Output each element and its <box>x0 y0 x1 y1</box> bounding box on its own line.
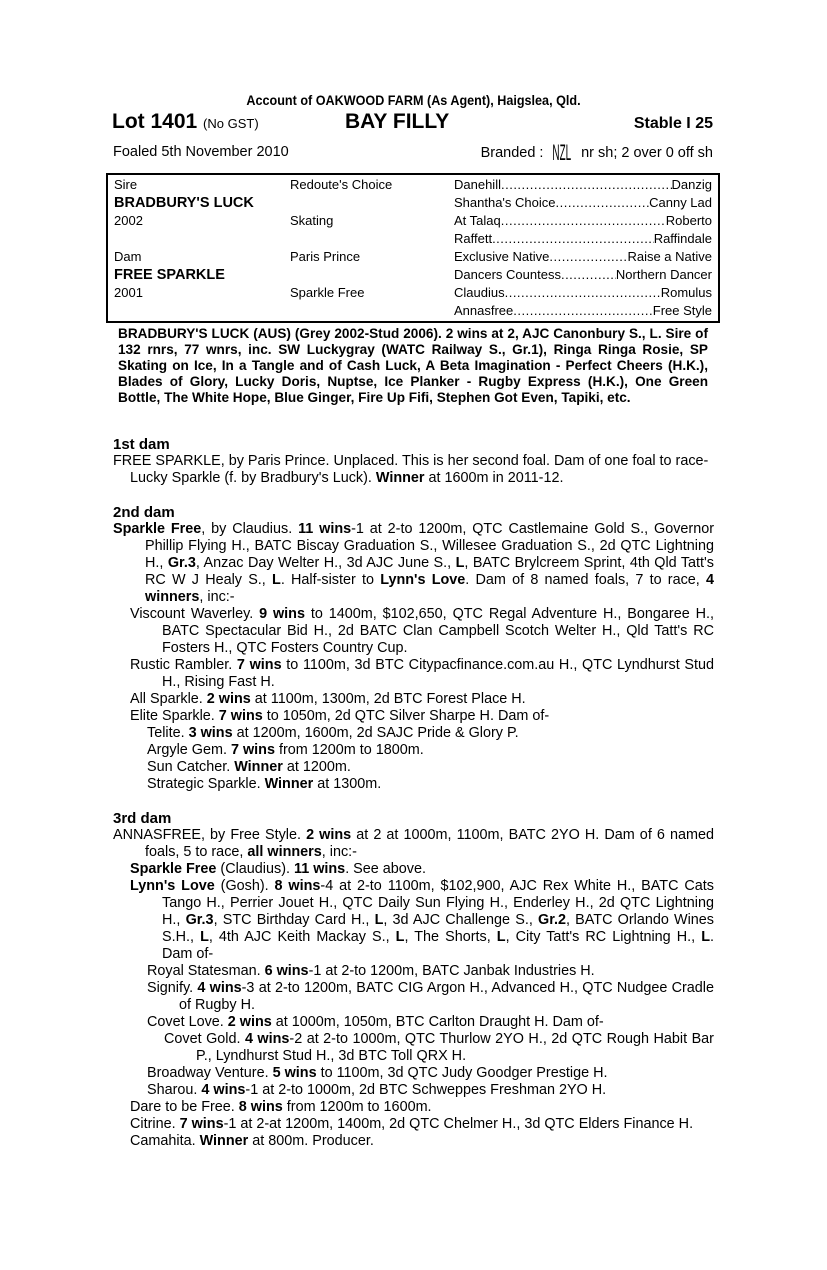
text: at 1200m, 1600m, 2d SAJC Pride & Glory P. <box>232 725 519 741</box>
leader-dots <box>492 231 654 246</box>
bold-text: 2 wins <box>206 691 251 707</box>
text: . Dam of 8 named foals, 7 to race, <box>465 572 706 588</box>
text: All Sparkle. <box>130 691 207 707</box>
progeny-entry <box>113 827 714 861</box>
bold-text: L <box>496 929 506 945</box>
stable-number: Stable I 25 <box>633 115 713 132</box>
progeny-entry <box>113 742 714 759</box>
bold-text: Gr.2 <box>538 912 567 928</box>
leader-dots <box>549 249 627 264</box>
text: from 1200m to 1600m. <box>282 1099 432 1115</box>
bold-text: 4 wins <box>244 1031 290 1047</box>
text: Signify. <box>147 980 198 996</box>
section-heading: 3rd dam <box>113 810 172 827</box>
great-grandparent-sire: Canny Lad <box>649 195 712 210</box>
leader-dots <box>501 213 666 228</box>
text: to 1400m, $102,650, QTC Regal Adventure H., Bongaree H., BATC Spectacular Bid H., 2d BATC Clan Campbell Scotch Welter H., Qld Tatt's RC Fosters H., QTC Fosters Country Cup. <box>162 606 714 656</box>
bold-text: 4 wins <box>197 980 242 996</box>
pedigree-parent: BRADBURY'S LUCK <box>114 195 254 211</box>
leader-dots <box>501 177 672 192</box>
progeny-entry <box>113 861 714 878</box>
great-grandparent-name: Shantha's Choice <box>454 195 556 210</box>
bold-text: L <box>701 929 711 945</box>
great-grandparent-name: Annasfree <box>454 303 514 318</box>
text: at 2 at 1000m, 1100m, BATC 2YO H. Dam of 6 named foals, 5 to race, <box>145 827 714 860</box>
pedigree-table <box>106 173 720 323</box>
text: Argyle Gem. <box>147 742 231 758</box>
text: Covet Gold. <box>164 1031 245 1047</box>
pedigree-row <box>114 303 712 321</box>
pedigree-grandparent: Sparkle Free <box>290 285 365 300</box>
lot-number <box>112 110 259 134</box>
foaled-date: Foaled 5th November 2010 <box>113 144 289 160</box>
pedigree-row <box>114 213 712 231</box>
progeny-entry <box>113 708 714 725</box>
dam-line <box>113 436 714 1150</box>
text: Elite Sparkle. <box>130 708 219 724</box>
bold-text: L <box>272 572 281 588</box>
great-grandparent-name: Raffett <box>454 231 493 246</box>
pedigree-row <box>114 231 712 249</box>
text: , 4th AJC Keith Mackay S., <box>208 929 396 945</box>
pedigree-great-grandparent <box>454 303 712 318</box>
text: (Claudius). <box>216 861 294 877</box>
text: Sun Catcher. <box>147 759 235 775</box>
text: -1 at 2-to 1200m, BATC Janbak Industries H. <box>308 963 595 979</box>
pedigree-row <box>114 285 712 303</box>
great-grandparent-sire: Romulus <box>660 285 712 300</box>
brand-info <box>481 140 713 166</box>
text: to 1100m, 3d QTC Judy Goodger Prestige H. <box>316 1065 608 1081</box>
text: . Half-sister to <box>280 572 381 588</box>
progeny-entry <box>113 1099 714 1116</box>
progeny-entry <box>113 776 714 793</box>
progeny-entry <box>113 1065 714 1082</box>
text: , City Tatt's RC Lightning H., <box>505 929 702 945</box>
text: , inc:- <box>199 589 235 605</box>
bold-text: L <box>455 555 465 571</box>
text: Viscount Waverley. <box>130 606 260 622</box>
text: (Gosh). <box>214 878 275 894</box>
progeny-entry <box>113 691 714 708</box>
text: at 800m. Producer. <box>248 1133 374 1149</box>
progeny-entry <box>113 963 714 980</box>
text: -3 at 2-to 1200m, BATC CIG Argon H., Advanced H., QTC Nudgee Cradle of Rugby H. <box>179 980 714 1013</box>
horse-description: BAY FILLY <box>345 110 450 133</box>
bold-text: Winner <box>375 470 425 486</box>
pedigree-great-grandparent <box>454 177 712 192</box>
bold-text: Gr.3 <box>167 555 196 571</box>
great-grandparent-name: At Talaq <box>454 213 501 228</box>
bold-text: Lynn's Love <box>130 878 215 894</box>
text: at 1200m. <box>282 759 351 775</box>
text: , BATC Brylcreem Sprint, 4th Qld Tatt's RC W J Healy S., <box>145 555 714 588</box>
leader-dots <box>561 267 616 282</box>
bold-text: Winner <box>199 1133 249 1149</box>
text: , inc:- <box>321 844 357 860</box>
text: Telite. <box>147 725 189 741</box>
pedigree-parent: Sire <box>114 177 138 192</box>
progeny-entry <box>113 759 714 776</box>
section-heading: 1st dam <box>113 436 170 453</box>
text: at 1300m. <box>313 776 382 792</box>
gst-note: (No GST) <box>203 116 259 131</box>
pedigree-row <box>114 267 712 285</box>
pedigree-grandparent: Skating <box>290 213 334 228</box>
progeny-entry <box>113 521 714 606</box>
text: -2 at 2-to 1000m, QTC Thurlow 2YO H., 2d QTC Rough Habit Bar P., Lyndhurst Stud H., 3d BTC Toll QRX H. <box>196 1031 714 1064</box>
pedigree-great-grandparent <box>454 231 712 246</box>
pedigree-row <box>114 177 712 195</box>
section-heading: 2nd dam <box>113 504 175 521</box>
bold-text: 11 wins <box>293 861 346 877</box>
progeny-entry <box>113 878 714 963</box>
text: . See above. <box>345 861 426 877</box>
bold-text: L <box>395 929 405 945</box>
leader-dots <box>505 285 661 300</box>
great-grandparent-sire: Northern Dancer <box>615 267 712 282</box>
bold-text: 11 wins <box>298 521 352 537</box>
vendor-line: Account of OAKWOOD FARM (As Agent), Haigslea, Qld. <box>246 92 581 108</box>
text: , Anzac Day Welter H., 3d AJC June S., <box>195 555 456 571</box>
pedigree-great-grandparent <box>454 267 712 282</box>
bold-text: 4 wins <box>201 1082 246 1098</box>
brand-suffix: nr sh; 2 over 0 off sh <box>581 145 713 161</box>
text: -4 at 2-to 1100m, $102,900, AJC Rex White H., BATC Cats Tango H., Perrier Jouet H., QTC Daily Sun Flying H., Enderley H., 2d QTC Lightning H., <box>162 878 714 928</box>
bold-text: 4 winners <box>145 572 714 605</box>
bold-text: 7 wins <box>236 657 282 673</box>
bold-text: 8 wins <box>238 1099 283 1115</box>
great-grandparent-name: Claudius <box>454 285 505 300</box>
leader-dots <box>513 303 652 318</box>
text: Camahita. <box>130 1133 200 1149</box>
lot-label: Lot 1401 <box>112 110 198 133</box>
text: -1 at 2-at 1200m, 1400m, 2d QTC Chelmer H., 3d QTC Elders Finance H. <box>223 1116 694 1132</box>
progeny-entry <box>113 470 714 487</box>
text: at 1600m in 2011-12. <box>424 470 564 486</box>
text: -1 at 2-to 1200m, QTC Castlemaine Gold S., Governor Phillip Flying H., BATC Biscay Graduation S., Willesee Graduation S., 2d QTC Lightning H., <box>145 521 715 571</box>
pedigree-great-grandparent <box>454 285 712 300</box>
bold-text: L <box>374 912 384 928</box>
bold-text: 2 wins <box>306 827 352 843</box>
pedigree-parent: 2001 <box>114 285 143 300</box>
progeny-entry <box>113 725 714 742</box>
great-grandparent-name: Danehill <box>454 177 501 192</box>
great-grandparent-name: Exclusive Native <box>454 249 550 264</box>
text: , The Shorts, <box>404 929 497 945</box>
great-grandparent-sire: Roberto <box>665 213 712 228</box>
text: at 1100m, 1300m, 2d BTC Forest Place H. <box>250 691 526 707</box>
text: -1 at 2-to 1000m, 2d BTC Schweppes Freshman 2YO H. <box>245 1082 607 1098</box>
text: , 3d AJC Challenge S., <box>383 912 538 928</box>
text: Lucky Sparkle (f. by Bradbury's Luck). <box>130 470 376 486</box>
pedigree-great-grandparent <box>454 249 712 264</box>
text: FREE SPARKLE, by Paris Prince. Unplaced. This is her second foal. Dam of one foal to race- <box>113 453 709 469</box>
pedigree-parent: Dam <box>114 249 142 264</box>
progeny-entry <box>113 1082 714 1099</box>
great-grandparent-sire: Free Style <box>652 303 712 318</box>
great-grandparent-sire: Raise a Native <box>627 249 712 264</box>
pedigree-parent: FREE SPARKLE <box>114 267 225 283</box>
progeny-entry <box>113 453 714 470</box>
brand-mark: NZL <box>552 140 572 165</box>
text: ANNASFREE, by Free Style. <box>113 827 307 843</box>
sire-summary: BRADBURY'S LUCK (AUS) (Grey 2002-Stud 2006). 2 wins at 2, AJC Canonbury S., L. Sire of 132 rnrs, 77 wnrs, inc. SW Luckygray (WATC Railway S., Gr.1), Ringa Ringa Rosie, SP Skating on Ice, In a Tangle and of Cash Luck, A Beta Imagination - Perfect Cheers (H.K.), Blades of Glory, Lucky Doris, Nuptse, Ice Planker - Rugby Express (H.K.), One Green Bottle, The White Hope, Blue Ginger, Fire Up Fifi, Stephen Got Even, Tapiki, etc. <box>118 326 708 405</box>
text: Rustic Rambler. <box>130 657 237 673</box>
bold-text: 7 wins <box>179 1116 224 1132</box>
bold-text: Sparkle Free <box>130 861 217 877</box>
great-grandparent-sire: Danzig <box>671 177 712 192</box>
bold-text: 5 wins <box>272 1065 317 1081</box>
bold-text: Sparkle Free <box>113 521 202 537</box>
progeny-entry <box>113 606 714 657</box>
bold-text: L <box>200 929 209 945</box>
bold-text: Gr.3 <box>185 912 214 928</box>
pedigree-grandparent: Redoute's Choice <box>290 177 393 192</box>
bold-text: Winner <box>234 759 283 775</box>
pedigree-parent: 2002 <box>114 213 143 228</box>
great-grandparent-sire: Raffindale <box>653 231 712 246</box>
bold-text: 9 wins <box>259 606 305 622</box>
text: Citrine. <box>130 1116 180 1132</box>
leader-dots <box>556 195 650 210</box>
progeny-entry <box>113 980 714 1014</box>
bold-text: 7 wins <box>218 708 263 724</box>
great-grandparent-name: Dancers Countess <box>454 267 561 282</box>
bold-text: 7 wins <box>230 742 275 758</box>
text: , STC Birthday Card H., <box>213 912 375 928</box>
text: from 1200m to 1800m. <box>274 742 424 758</box>
text: at 1000m, 1050m, BTC Carlton Draught H. Dam of- <box>271 1014 604 1030</box>
pedigree-section <box>113 504 714 793</box>
text: to 1050m, 2d QTC Silver Sharpe H. Dam of- <box>262 708 550 724</box>
brand-prefix: Branded : <box>480 145 544 161</box>
text: . Dam of- <box>162 929 715 962</box>
pedigree-grandparent: Paris Prince <box>290 249 361 264</box>
bold-text: 6 wins <box>264 963 309 979</box>
section-gap <box>113 793 714 810</box>
progeny-entry <box>113 1014 714 1031</box>
pedigree-row <box>114 195 712 213</box>
text: Covet Love. <box>147 1014 228 1030</box>
text: , BATC Orlando Wines S.H., <box>162 912 714 945</box>
progeny-entry <box>113 657 714 691</box>
text: Strategic Sparkle. <box>147 776 265 792</box>
text: Dare to be Free. <box>130 1099 239 1115</box>
bold-text: Winner <box>264 776 314 792</box>
bold-text: Lynn's Love <box>380 572 466 588</box>
section-gap <box>113 487 714 504</box>
bold-text: all winners <box>247 844 322 860</box>
bold-text: 8 wins <box>274 878 321 894</box>
text: Broadway Venture. <box>147 1065 273 1081</box>
text: , by Claudius. <box>201 521 299 537</box>
text: to 1100m, 3d BTC Citypacfinance.com.au H., QTC Lyndhurst Stud H., Rising Fast H. <box>162 657 714 690</box>
pedigree-great-grandparent <box>454 195 712 210</box>
pedigree-row <box>114 249 712 267</box>
progeny-entry <box>113 1116 714 1133</box>
progeny-entry <box>113 1133 714 1150</box>
text: Royal Statesman. <box>147 963 265 979</box>
bold-text: 3 wins <box>188 725 233 741</box>
pedigree-section <box>113 810 714 1150</box>
text: Sharou. <box>147 1082 202 1098</box>
pedigree-great-grandparent <box>454 213 712 228</box>
progeny-entry <box>113 1031 714 1065</box>
bold-text: 2 wins <box>227 1014 272 1030</box>
pedigree-section <box>113 436 714 487</box>
